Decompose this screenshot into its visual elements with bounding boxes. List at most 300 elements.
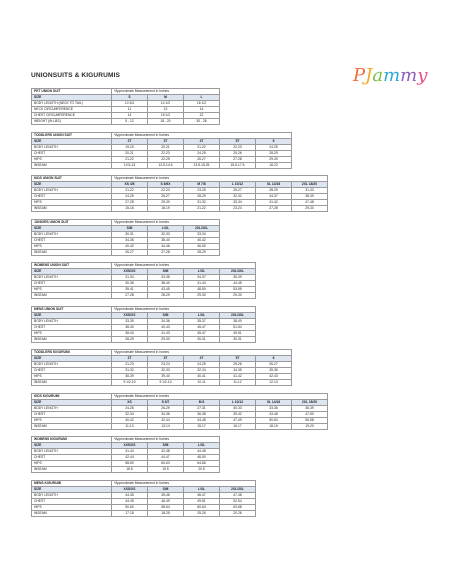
measurement-value: 38-39 <box>112 374 148 380</box>
measurement-value: 13-14 <box>148 423 184 429</box>
size-header-label: SIZE <box>32 399 112 405</box>
measurement-note: *Approximate Measurement in Inches <box>112 350 292 356</box>
table-row <box>32 162 292 168</box>
measurement-value: 24-25 <box>256 144 292 150</box>
size-header: S/M <box>148 443 184 449</box>
measurement-label: INSEAM <box>32 336 112 342</box>
measurement-label: BODY LENGTH <box>32 318 112 324</box>
measurement-label: BODY LENGTH <box>32 362 112 368</box>
size-table <box>31 306 256 343</box>
size-table <box>31 88 220 125</box>
measurement-value: 41-42 <box>256 200 292 206</box>
measurement-value: 26-29 <box>148 405 184 411</box>
measurement-label: CHEST CIRCUMFERENCE <box>32 113 112 119</box>
measurement-value: 5 - 12 <box>112 119 148 125</box>
measurement-value: 20-21 <box>148 144 184 150</box>
measurement-value: 28-29 <box>112 336 148 342</box>
size-header-label: SIZE <box>32 443 112 449</box>
measurement-value: 18 - 20 <box>148 119 184 125</box>
measurement-value: 19.5 <box>148 467 184 473</box>
measurement-value: 10.5-13 <box>112 162 148 168</box>
size-table <box>31 349 292 386</box>
size-header-label: SIZE <box>32 138 112 144</box>
table-row <box>32 119 220 125</box>
measurement-value: 15.5-17.5 <box>220 162 256 168</box>
size-header: 2XL/3XL <box>220 269 256 275</box>
size-header-label: SIZE <box>32 356 112 362</box>
measurement-note: *Approximate Measurement in Inches <box>112 219 220 225</box>
size-header: XXS/XS <box>112 312 148 318</box>
measurement-label: CHEST <box>32 281 112 287</box>
measurement-label: CHEST <box>32 194 112 200</box>
measurement-label: BODY LENGTH <box>32 275 112 281</box>
measurement-value: 29-30 <box>220 293 256 299</box>
measurement-value: 26-27 <box>184 156 220 162</box>
measurement-value: 42-44 <box>112 455 148 461</box>
measurement-value: 20-26 <box>220 510 256 516</box>
measurement-value: 58-64 <box>148 504 184 510</box>
measurement-value: 33-35 <box>148 275 184 281</box>
measurement-label: HIPS <box>32 287 112 293</box>
measurement-value: 47-49 <box>220 417 256 423</box>
measurement-value: 40-42 <box>112 417 148 423</box>
size-header: M 7/8 <box>184 182 220 188</box>
measurement-value: 49-51 <box>184 498 220 504</box>
measurement-label: INSEAM <box>32 162 112 168</box>
measurement-note: *Approximate Measurement in Inches <box>112 306 256 312</box>
measurement-value: 32-32 <box>220 194 256 200</box>
measurement-value: 27-28 <box>112 200 148 206</box>
measurement-value: 32-34 <box>112 411 148 417</box>
measurement-value: 21-22 <box>184 206 220 212</box>
measurement-value: 44-46 <box>148 243 184 249</box>
measurement-note: *Approximate Measurement in Inches <box>112 437 220 443</box>
logo-text <box>352 65 428 86</box>
size-header: 4T <box>184 138 220 144</box>
size-header: L/XL <box>184 443 220 449</box>
measurement-value: 15-16 <box>112 206 148 212</box>
measurement-value: 51-54 <box>220 324 256 330</box>
measurement-value: 10-11 <box>184 380 220 386</box>
measurement-value: 23-24 <box>148 362 184 368</box>
measurement-note: *Approximate Measurement in Inches <box>112 132 292 138</box>
measurement-value: 25-27 <box>220 188 256 194</box>
size-header: S/M <box>112 225 148 231</box>
measurement-value: 11-12 <box>220 380 256 386</box>
size-header: 6 <box>256 138 292 144</box>
measurement-value: 24-25 <box>184 362 220 368</box>
measurement-label: BODY LENGTH <box>32 188 112 194</box>
measurement-value: 21-22 <box>112 156 148 162</box>
measurement-value: 22 <box>184 113 220 119</box>
size-header: S/M <box>148 269 184 275</box>
measurement-value: 34-37 <box>184 275 220 281</box>
measurement-label: HIPS <box>32 330 112 336</box>
size-header-label: SIZE <box>32 225 112 231</box>
measurement-value: 34-35 <box>220 368 256 374</box>
measurement-value: 11-13 <box>112 423 148 429</box>
size-header-label: SIZE <box>32 486 112 492</box>
measurement-value: 33-34 <box>220 200 256 206</box>
measurement-value: 29-30 <box>148 200 184 206</box>
measurement-value: 38-39 <box>292 194 328 200</box>
measurement-value: 27-28 <box>220 156 256 162</box>
measurement-label: BODY LENGTH <box>32 492 112 498</box>
measurement-value: 20-21 <box>112 150 148 156</box>
table-row <box>32 423 328 429</box>
table-title: JUNIORS UNION SUIT <box>32 219 112 225</box>
size-header: 2XL/3XL <box>220 486 256 492</box>
size-header: L 10/12 <box>220 399 256 405</box>
measurement-label: CHEST <box>32 324 112 330</box>
size-header: L/XL <box>184 269 220 275</box>
measurement-value: 25-26 <box>220 150 256 156</box>
measurement-value: 44-45 <box>112 498 148 504</box>
measurement-value: 23-25 <box>184 188 220 194</box>
measurement-label: INSEAM <box>32 510 112 516</box>
measurement-label: BODY LENGTH <box>32 144 112 150</box>
size-header: XL 14/16 <box>256 399 292 405</box>
measurement-value: 40-41 <box>184 374 220 380</box>
table-row <box>32 206 328 212</box>
table-title: MENS KIGURUMI <box>32 480 112 486</box>
measurement-value: 12-13 <box>256 380 292 386</box>
measurement-value: 24-25 <box>112 194 148 200</box>
measurement-label: HIPS <box>32 374 112 380</box>
size-header: L <box>184 95 220 101</box>
measurement-label: HIPS <box>32 461 112 467</box>
size-header: XXS/XS <box>112 443 148 449</box>
measurement-value: 46-50 <box>184 455 220 461</box>
measurement-value: 38-40 <box>148 237 184 243</box>
measurement-value: 35-39 <box>220 275 256 281</box>
measurement-value: 13 <box>148 107 184 113</box>
table-title: MENS UNION SUIT <box>32 306 112 312</box>
measurement-value: 12.5-14.5 <box>148 162 184 168</box>
measurement-value: 44-48 <box>184 449 220 455</box>
measurement-value: 63-68 <box>220 504 256 510</box>
measurement-value: 33-34 <box>184 231 220 237</box>
size-header: XS 4/5 <box>112 182 148 188</box>
size-table <box>31 436 220 473</box>
measurement-value: 26-27 <box>112 249 148 255</box>
measurement-label: INSEAM <box>32 467 112 473</box>
measurement-value: 44-45 <box>112 492 148 498</box>
size-charts <box>31 88 391 523</box>
measurement-value: 15-17 <box>184 423 220 429</box>
logo-letter: m <box>383 65 401 86</box>
size-header: XXS/XS <box>112 269 148 275</box>
measurement-value: 20.5 <box>184 467 220 473</box>
measurement-value: 60-64 <box>184 504 220 510</box>
measurement-value: 42-44 <box>148 417 184 423</box>
measurement-label: INSEAM <box>32 206 112 212</box>
measurement-value: 30-33 <box>220 405 256 411</box>
measurement-value: 38-40 <box>112 330 148 336</box>
measurement-label: CHEST <box>32 455 112 461</box>
measurement-value: 33-36 <box>256 405 292 411</box>
table-title: PET UNION SUIT <box>32 89 112 95</box>
size-header: L/XL <box>184 312 220 318</box>
measurement-note: *Approximate Measurement in Inches <box>112 176 328 182</box>
table-title: KIDS UNION SUIT <box>32 176 112 182</box>
size-header: L 10/12 <box>220 182 256 188</box>
measurement-value: 40-43 <box>148 324 184 330</box>
measurement-value: 31-33 <box>292 188 328 194</box>
measurement-value: 29-30 <box>256 156 292 162</box>
size-header: XS <box>112 399 148 405</box>
measurement-value: 31-32 <box>112 368 148 374</box>
measurement-value: 28-29 <box>148 293 184 299</box>
measurement-label: INSEAM <box>32 423 112 429</box>
measurement-value: 9 1/2-10 <box>148 380 184 386</box>
measurement-value: 39-41 <box>112 287 148 293</box>
measurement-value: 22-23 <box>220 144 256 150</box>
table-row <box>32 293 256 299</box>
measurement-value: 52-54 <box>220 498 256 504</box>
measurement-note: *Approximate Measurement in Inches <box>112 480 256 486</box>
measurement-value: 49-51 <box>220 330 256 336</box>
size-header: L/XL <box>184 486 220 492</box>
measurement-label: HIPS <box>32 504 112 510</box>
pjammy-logo <box>352 62 428 88</box>
measurement-value: 27-28 <box>112 293 148 299</box>
size-header: 2T <box>112 356 148 362</box>
measurement-value: 47-48 <box>220 492 256 498</box>
measurement-value: 31-32 <box>184 200 220 206</box>
measurement-value: 46-49 <box>148 498 184 504</box>
measurement-value: 38-40 <box>220 318 256 324</box>
measurement-note: *Approximate Measurement in Inches <box>112 263 256 269</box>
measurement-value: 36-38 <box>184 411 220 417</box>
measurement-value: 64-66 <box>184 461 220 467</box>
table-title: WOMENS KIGURUMI <box>32 437 112 443</box>
measurement-value: 27-31 <box>184 405 220 411</box>
size-header: 3T <box>148 356 184 362</box>
size-header-label: SIZE <box>32 312 112 318</box>
measurement-value: 34-37 <box>256 194 292 200</box>
measurement-note: *Approximate Measurement in Inches <box>112 89 220 95</box>
measurement-value: 23-24 <box>220 206 256 212</box>
measurement-value: 45-47 <box>184 330 220 336</box>
measurement-value: 44-47 <box>148 455 184 461</box>
measurement-value: 30 - 28 <box>184 119 220 125</box>
measurement-label: INSEAM <box>32 293 112 299</box>
measurement-value: 34-36 <box>112 237 148 243</box>
size-header: 2XL 18/20 <box>292 182 328 188</box>
measurement-value: 18-25 <box>148 510 184 516</box>
table-title: TODDLERS UNION SUIT <box>32 132 112 138</box>
measurement-value: 17-18 <box>112 510 148 516</box>
size-header: S <box>112 95 148 101</box>
size-table <box>31 132 292 169</box>
measurement-value: 26-27 <box>256 362 292 368</box>
measurement-value: 13.5-15.25 <box>184 162 220 168</box>
measurement-value: 50-60 <box>112 504 148 510</box>
size-header-label: SIZE <box>32 95 112 101</box>
measurement-value: 44-45 <box>220 281 256 287</box>
measurement-value: 27-28 <box>148 249 184 255</box>
measurement-value: 25-26 <box>184 510 220 516</box>
measurement-value: 29-30 <box>184 293 220 299</box>
measurement-value: 28-29 <box>256 150 292 156</box>
size-header: M <box>148 95 184 101</box>
measurement-value: 38-40 <box>148 281 184 287</box>
size-table <box>31 219 220 256</box>
measurement-value: 34-36 <box>148 411 184 417</box>
measurement-value: 36-39 <box>292 405 328 411</box>
measurement-value: 39-42 <box>220 411 256 417</box>
logo-letter: P <box>353 65 366 86</box>
measurement-label: INSEAM <box>32 380 112 386</box>
measurement-value: 14 <box>184 107 220 113</box>
size-table <box>31 480 256 517</box>
measurement-value: 28-29 <box>184 194 220 200</box>
measurement-value: 43-45 <box>148 287 184 293</box>
size-header: L/XL <box>148 225 184 231</box>
measurement-value: 46-50 <box>184 243 220 249</box>
measurement-value: 40-42 <box>112 243 148 249</box>
table-title: KIDS KIGURUMI <box>32 393 112 399</box>
measurement-value: 27-28 <box>256 206 292 212</box>
measurement-value: 47-50 <box>292 411 328 417</box>
measurement-value: 58-60 <box>112 461 148 467</box>
measurement-value: 18-22 <box>256 162 292 168</box>
measurement-value: 18.5 <box>112 467 148 473</box>
table-title: WOMENS UNION SUIT <box>32 263 112 269</box>
measurement-value: 48-50 <box>184 287 220 293</box>
measurement-value: 31-34 <box>112 275 148 281</box>
measurement-value: 41-44 <box>112 449 148 455</box>
table-row <box>32 467 220 473</box>
size-table <box>31 262 256 299</box>
measurement-label: CHEST <box>32 411 112 417</box>
measurement-value: 22-23 <box>148 150 184 156</box>
measurement-value: 25-26 <box>220 362 256 368</box>
size-header: 2XL/3XL <box>184 225 220 231</box>
logo-letter: J <box>365 65 373 86</box>
size-header: 4T <box>184 356 220 362</box>
size-header: 2T <box>112 138 148 144</box>
table-row <box>32 336 256 342</box>
size-header: S 6/6X <box>148 182 184 188</box>
measurement-value: 47-48 <box>292 200 328 206</box>
measurement-value: 46-47 <box>184 492 220 498</box>
size-header: 3T <box>148 138 184 144</box>
measurement-value: 30-31 <box>112 231 148 237</box>
size-header: S/M <box>148 312 184 318</box>
measurement-value: 14 1/2 <box>148 101 184 107</box>
measurement-label: BODY LENGTH (NECK TO TAIL) <box>32 101 112 107</box>
measurement-value: 55-58 <box>292 417 328 423</box>
measurement-value: 44-46 <box>184 417 220 423</box>
measurement-value: 28-29 <box>184 249 220 255</box>
measurement-value: 42-43 <box>256 374 292 380</box>
measurement-label: INSEAM <box>32 249 112 255</box>
size-header: 6 <box>256 356 292 362</box>
size-header: 2XL 18/20 <box>292 399 328 405</box>
measurement-value: 32-33 <box>148 368 184 374</box>
measurement-value: 29-30 <box>148 336 184 342</box>
measurement-value: 18-19 <box>148 206 184 212</box>
measurement-value: 21-23 <box>112 362 148 368</box>
measurement-value: 22-23 <box>148 188 184 194</box>
measurement-value: 30-31 <box>220 336 256 342</box>
measurement-value: 14 <box>112 113 148 119</box>
logo-letter: y <box>417 65 428 86</box>
measurement-value: 19-20 <box>112 144 148 150</box>
measurement-value: 10 3/4 <box>112 101 148 107</box>
size-header: 5T <box>220 138 256 144</box>
measurement-value: 19-20 <box>292 423 328 429</box>
measurement-value: 24-25 <box>184 150 220 156</box>
measurement-value: 42-48 <box>148 449 184 455</box>
size-header-label: SIZE <box>32 269 112 275</box>
measurement-value: 45-46 <box>148 492 184 498</box>
measurement-value: 24-26 <box>112 405 148 411</box>
measurement-label: CHEST <box>32 368 112 374</box>
measurement-label: BODY LENGTH <box>32 405 112 411</box>
measurement-value: 41-44 <box>184 281 220 287</box>
table-title: TODDLERS KIGURUMI <box>32 350 112 356</box>
measurement-value: 16-17 <box>220 423 256 429</box>
logo-letter: m <box>400 65 418 86</box>
size-header: S/M <box>148 486 184 492</box>
size-header: 2XL/3XL <box>220 312 256 318</box>
measurement-value: 41-42 <box>220 374 256 380</box>
measurement-value: 29-30 <box>292 206 328 212</box>
measurement-value: 38-40 <box>112 324 148 330</box>
measurement-label: BODY LENGTH <box>32 449 112 455</box>
measurement-value: 33-35 <box>112 318 148 324</box>
measurement-value: 21-22 <box>184 144 220 150</box>
measurement-label: HIPS <box>32 243 112 249</box>
measurement-value: 11 <box>112 107 148 113</box>
measurement-label: HIPS <box>32 200 112 206</box>
size-header: 5T <box>220 356 256 362</box>
size-header: XL 14/16 <box>256 182 292 188</box>
size-table <box>31 175 328 212</box>
measurement-value: 9 1/2-10 <box>112 380 148 386</box>
logo-letter: a <box>372 65 384 86</box>
measurement-value: 39-40 <box>148 374 184 380</box>
size-header: M 8 <box>184 399 220 405</box>
measurement-value: 18-19 <box>256 423 292 429</box>
measurement-value: 28-29 <box>256 188 292 194</box>
measurement-label: BODY LENGTH <box>32 231 112 237</box>
measurement-label: NECK CIRCUMFERENCE <box>32 107 112 113</box>
size-header: XXS/XS <box>112 486 148 492</box>
measurement-value: 50-54 <box>256 417 292 423</box>
size-table <box>31 393 328 430</box>
table-row <box>32 249 220 255</box>
measurement-value: 32-34 <box>184 368 220 374</box>
measurement-value: 43-46 <box>256 411 292 417</box>
page-title: UNIONSUITS & KIGURUMIS <box>31 72 121 79</box>
measurement-label: CHEST <box>32 237 112 243</box>
size-header-label: SIZE <box>32 182 112 188</box>
measurement-value: 21-22 <box>112 188 148 194</box>
measurement-value: 18 1/2 <box>148 113 184 119</box>
size-header: S 6/7 <box>148 399 184 405</box>
measurement-value: 30-36 <box>112 281 148 287</box>
measurement-value: 32-33 <box>148 231 184 237</box>
measurement-value: 18 1/2 <box>184 101 220 107</box>
measurement-value: 40-42 <box>184 237 220 243</box>
measurement-label: HIPS <box>32 156 112 162</box>
table-row <box>32 380 292 386</box>
measurement-note: *Approximate Measurement in Inches <box>112 393 328 399</box>
